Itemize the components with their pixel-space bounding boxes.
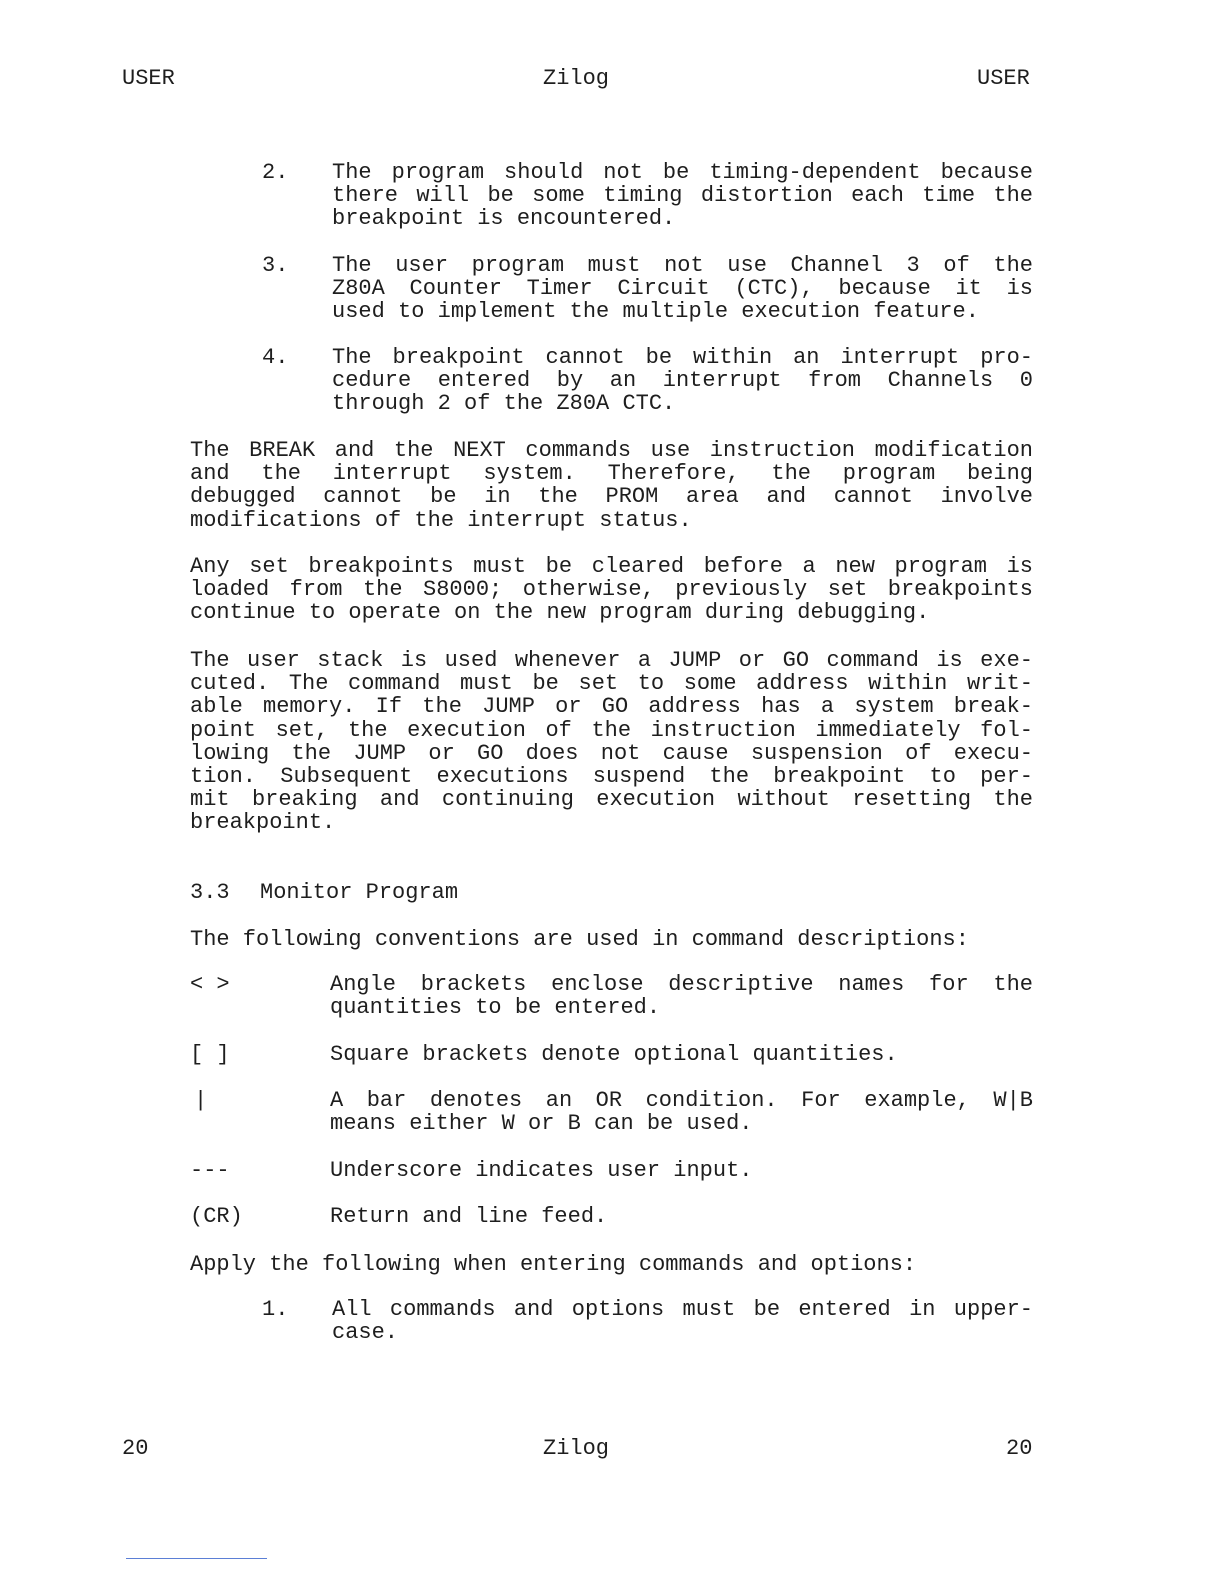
convention-text: Angle brackets enclose descriptive names for the quantities to be entered.	[330, 972, 1033, 1021]
paragraph-break-next: The BREAK and the NEXT commands use instruction modification and the interrupt system. Therefore, the program being debugged cannot be in the PROM area and cannot involve modifications of the interrupt status.	[190, 438, 1033, 533]
paragraph-user-stack: The user stack is used whenever a JUMP or GO command is exe- cuted. The command must be set to some address within writ- able memory. If the JUMP or GO address has a system break- point set, the execution of the instruction immediately fol- lowing the JUMP or GO does not cause suspension of execu- tion. Subsequent executions suspend the breakpoint to per- mit breaking and continuing execution without resetting the breakpoint.	[190, 648, 1033, 836]
list-number: 1.	[262, 1297, 289, 1322]
list-number: 4.	[262, 345, 289, 370]
convention-text: Return and line feed.	[330, 1204, 608, 1229]
list-text: All commands and options must be entered in upper- case.	[332, 1297, 1033, 1346]
list-text: The user program must not use Channel 3 of the Z80A Counter Timer Circuit (CTC), because it is used to implement the multiple execution feature.	[332, 253, 1033, 325]
list-text: The program should not be timing-dependent because there will be some timing distortion each time the breakpoint is encountered.	[332, 160, 1033, 232]
footer-page-number-right: 20	[1006, 1436, 1033, 1461]
footer-center: Zilog	[543, 1436, 610, 1461]
footer-page-number-left: 20	[122, 1436, 149, 1461]
convention-symbol: [ ]	[190, 1042, 230, 1067]
section-title: Monitor Program	[260, 880, 459, 905]
list-number: 3.	[262, 253, 289, 278]
convention-symbol: (CR)	[190, 1204, 243, 1229]
convention-symbol: < >	[190, 972, 230, 997]
header-center: Zilog	[543, 66, 610, 91]
apply-intro: Apply the following when entering commands and options:	[190, 1252, 917, 1277]
section-number: 3.3	[190, 880, 230, 905]
paragraph-clear-breakpoints: Any set breakpoints must be cleared before a new program is loaded from the S8000; otherwise, previously set breakpoints continue to operate on the new program during debugging.	[190, 554, 1033, 626]
conventions-intro: The following conventions are used in command descriptions:	[190, 927, 969, 952]
header-right: USER	[977, 66, 1030, 91]
header-left: USER	[122, 66, 175, 91]
convention-text: Square brackets denote optional quantities.	[330, 1042, 898, 1067]
convention-symbol: |	[194, 1088, 208, 1113]
scan-edge-line	[126, 1558, 267, 1559]
list-number: 2.	[262, 160, 289, 185]
convention-symbol: ---	[190, 1158, 230, 1183]
convention-text: A bar denotes an OR condition. For example, W|B means either W or B can be used.	[330, 1088, 1033, 1137]
list-text: The breakpoint cannot be within an interrupt pro- cedure entered by an interrupt from Channels 0 through 2 of the Z80A CTC.	[332, 345, 1033, 417]
convention-text: Underscore indicates user input.	[330, 1158, 753, 1183]
